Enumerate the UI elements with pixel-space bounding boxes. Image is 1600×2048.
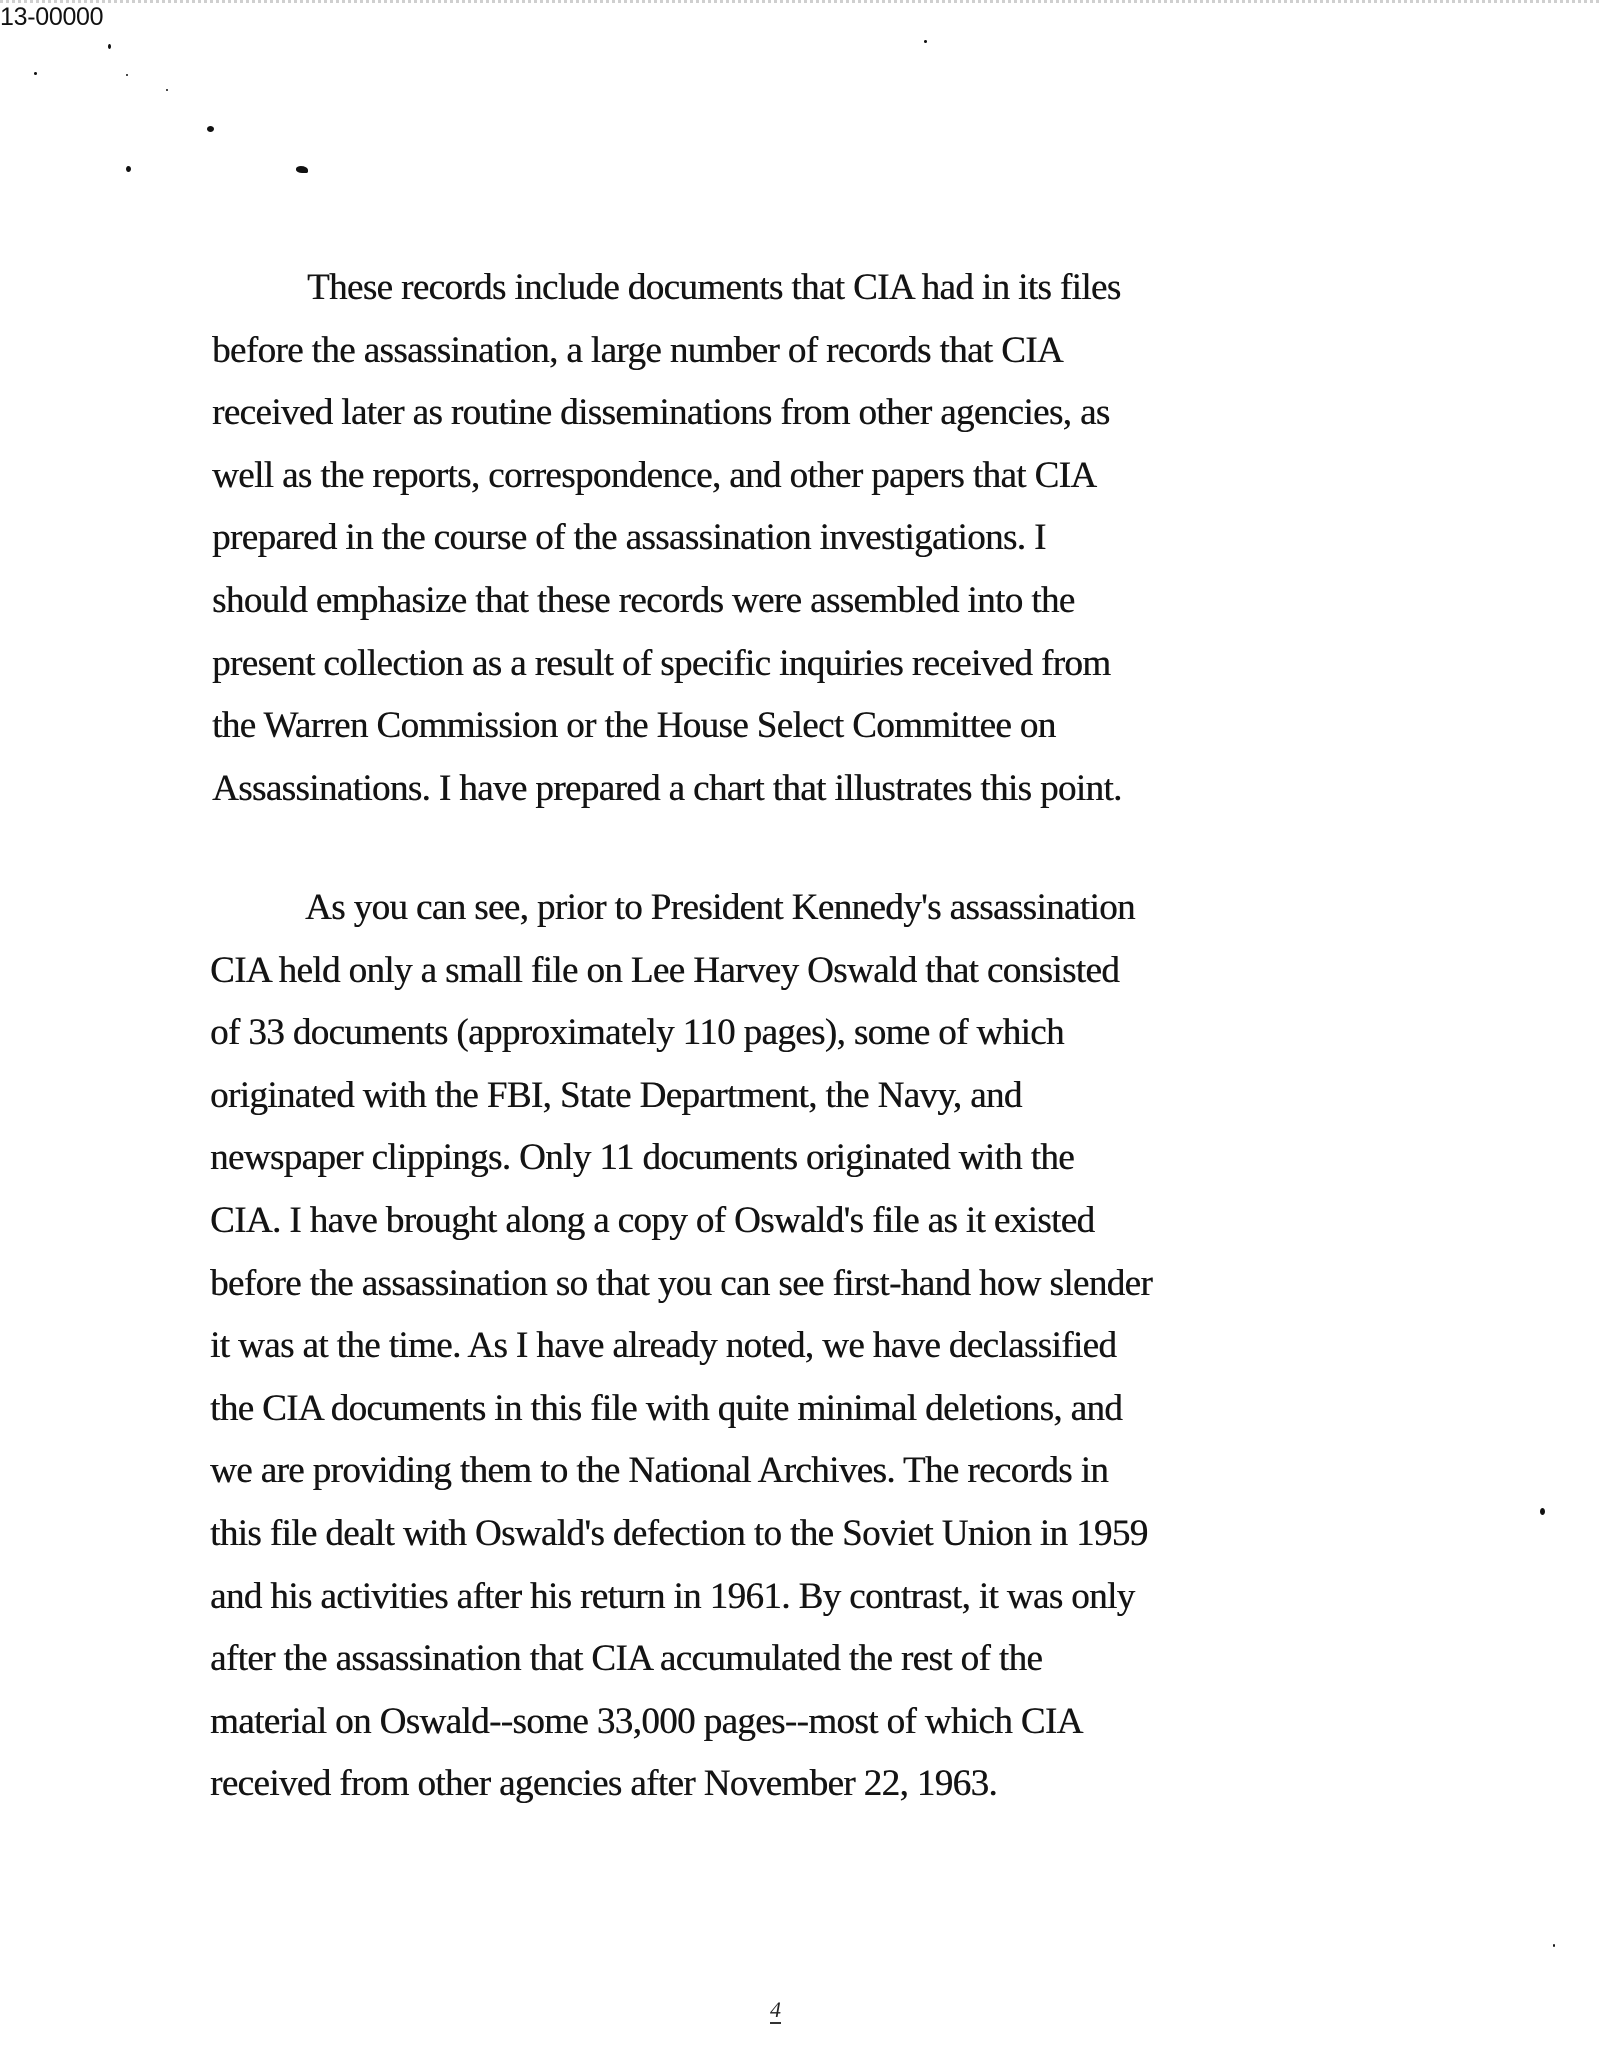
text-line: of 33 documents (approximately 110 pages), some of which [210,1012,1064,1054]
scan-speck [296,166,308,173]
text-line: we are providing them to the National Archives. The records in [210,1450,1109,1492]
text-line: present collection as a result of specific inquiries received from [212,642,1111,684]
scan-top-edge [0,0,1600,3]
text-line: received from other agencies after November 22, 1963. [210,1763,997,1805]
text-line: well as the reports, correspondence, and other papers that CIA [212,454,1097,496]
scan-speck [1553,1944,1555,1947]
document-id: 13-00000 [0,3,104,31]
text-line: material on Oswald--some 33,000 pages--most of which CIA [210,1700,1083,1742]
text-line: the Warren Commission or the House Select Committee on [212,705,1056,747]
scan-speck [1540,1508,1545,1515]
scan-speck [108,44,111,49]
scan-speck [166,89,168,91]
text-line: As you can see, prior to President Kennedy's assassination [305,887,1135,928]
text-line: prepared in the course of the assassination investigations. I [212,517,1046,559]
text-line: before the assassination, a large number of records that CIA [212,329,1064,371]
scan-speck [924,40,927,43]
scan-speck [34,72,37,75]
page-number: 4 [770,1997,781,2022]
paragraph-records-collection [212,257,1362,820]
text-line: received later as routine disseminations from other agencies, as [212,392,1110,434]
paragraph-oswald-file [210,877,1360,1816]
text-line: CIA. I have brought along a copy of Oswald's file as it existed [210,1199,1095,1241]
scan-speck [126,74,128,76]
text-line: and his activities after his return in 1961. By contrast, it was only [210,1575,1135,1617]
text-line: should emphasize that these records were assembled into the [212,579,1075,621]
scan-speck [207,126,214,132]
text-line: the CIA documents in this file with quite minimal deletions, and [210,1387,1123,1429]
text-line: CIA held only a small file on Lee Harvey Oswald that consisted [210,949,1120,991]
scan-speck [126,166,131,172]
text-line: Assassinations. I have prepared a chart that illustrates this point. [212,767,1122,809]
text-line: before the assassination so that you can see first-hand how slender [210,1262,1153,1304]
text-line: These records include documents that CIA had in its files [307,267,1121,308]
text-line: newspaper clippings. Only 11 documents originated with the [210,1137,1074,1179]
text-line: this file dealt with Oswald's defection to the Soviet Union in 1959 [210,1512,1148,1554]
text-line: it was at the time. As I have already noted, we have declassified [210,1325,1117,1367]
text-line: after the assassination that CIA accumulated the rest of the [210,1638,1043,1680]
text-line: originated with the FBI, State Department, the Navy, and [210,1074,1022,1116]
